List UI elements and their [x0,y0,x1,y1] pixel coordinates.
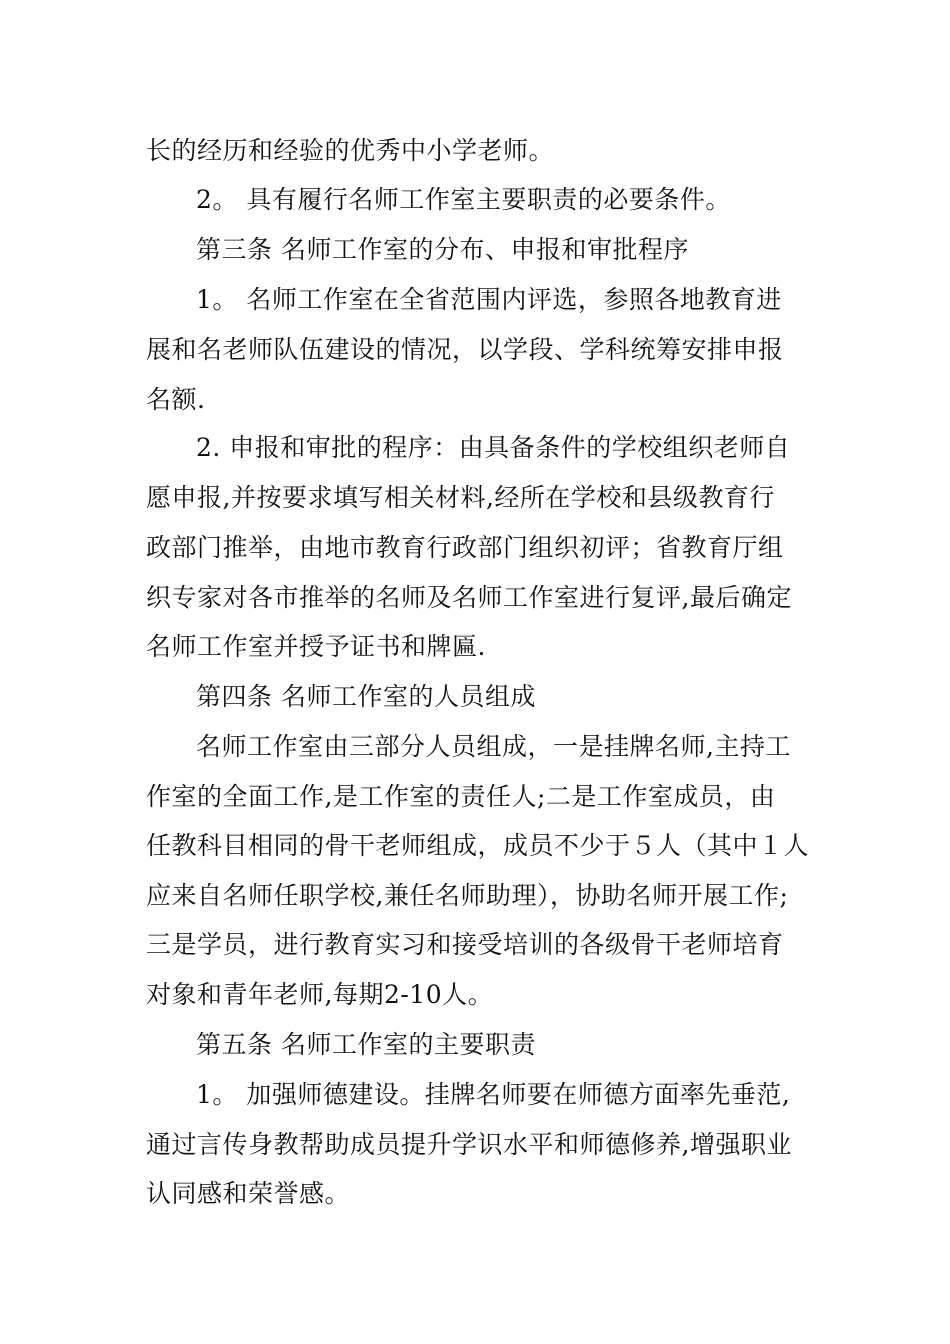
text-line-11: 名师工作室并授予证书和牌匾. [146,632,486,661]
text-line-5: 展和名老师队伍建设的情况，以学段、学科统筹安排申报 [146,335,784,364]
text-line-20: 1。 加强师德建设。挂牌名师要在师德方面率先垂范, [196,1080,791,1109]
text-line-18: 对象和青年老师,每期2-10人。 [146,980,494,1009]
article-five-heading: 第五条 名师工作室的主要职责 [196,1030,536,1059]
article-four-heading: 第四条 名师工作室的人员组成 [196,682,536,711]
text-line-22: 认同感和荣誉感。 [146,1179,351,1208]
text-line-21: 通过言传身教帮助成员提升学识水平和师德修养,增强职业 [146,1130,792,1159]
text-line-6: 名额. [146,385,206,414]
text-line-8: 愿申报,并按要求填写相关材料,经所在学校和县级教育行 [146,483,775,512]
text-line-2: 2。 具有履行名师工作室主要职责的必要条件。 [196,185,731,214]
article-three-heading: 第三条 名师工作室的分布、申报和审批程序 [196,235,689,264]
text-line-17: 三是学员，进行教育实习和接受培训的各级骨干老师培育 [146,930,784,959]
text-line-7: 2. 申报和审批的程序：由具备条件的学校组织老师自 [196,433,791,462]
text-line-10: 织专家对各市推举的名师及名师工作室进行复评,最后确定 [146,583,792,612]
text-line-4: 1。 名师工作室在全省范围内评选，参照各地教育进 [196,285,782,314]
text-line-1: 长的经历和经验的优秀中小学老师。 [146,136,555,165]
text-line-15: 任教科目相同的骨干老师组成，成员不少于５人（其中１人 [146,831,810,860]
text-line-14: 作室的全面工作,是工作室的责任人;二是工作室成员，由 [146,782,776,811]
text-line-16: 应来自名师任职学校,兼任名师助理），协助名师开展工作; [146,881,789,910]
text-line-13: 名师工作室由三部分人员组成，一是挂牌名师,主持工 [196,732,791,761]
text-line-9: 政部门推举，由地市教育行政部门组织初评；省教育厅组 [146,533,784,562]
